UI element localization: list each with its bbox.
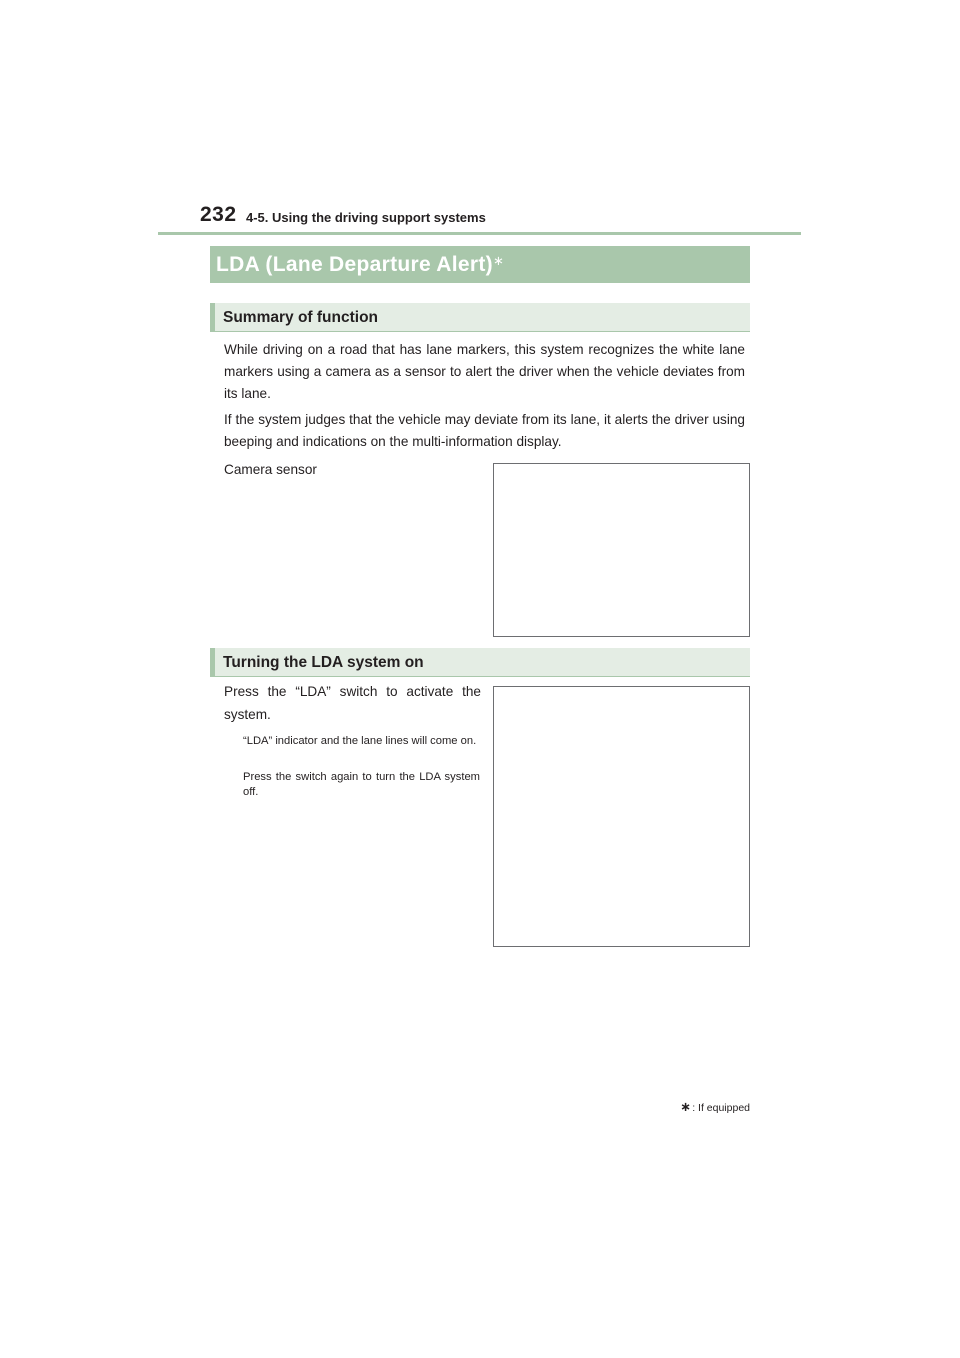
turning-on-heading: Turning the LDA system on	[210, 648, 750, 677]
page-title-text: LDA (Lane Departure Alert)	[216, 253, 493, 276]
page-number: 232	[200, 203, 237, 226]
turning-on-note-2: Press the switch again to turn the LDA system off.	[243, 771, 480, 798]
turning-on-paragraph: Press the “LDA” switch to activate the system.	[224, 684, 481, 722]
lda-switch-figure	[493, 686, 750, 947]
header-rule	[158, 232, 801, 235]
summary-paragraph-2: If the system judges that the vehicle may deviate from its lane, it alerts the driver using beeping and indications on the multi-information display.	[224, 412, 745, 449]
section-title: 4-5. Using the driving support systems	[246, 210, 486, 225]
turning-on-note-1: “LDA” indicator and the lane lines will come on.	[243, 735, 477, 747]
camera-sensor-figure	[493, 463, 750, 637]
summary-paragraph-1: While driving on a road that has lane markers, this system recognizes the white lane markers using a camera as a sensor to alert the driver when the vehicle deviates from its lane.	[224, 342, 745, 401]
footnote-mark: ∗	[680, 1099, 692, 1114]
summary-heading: Summary of function	[210, 303, 750, 332]
camera-sensor-label: Camera sensor	[224, 462, 317, 477]
page-title	[210, 246, 750, 283]
footnote	[680, 1099, 750, 1115]
footnote-text: : If equipped	[692, 1102, 750, 1114]
equipped-mark: ∗	[492, 253, 505, 268]
